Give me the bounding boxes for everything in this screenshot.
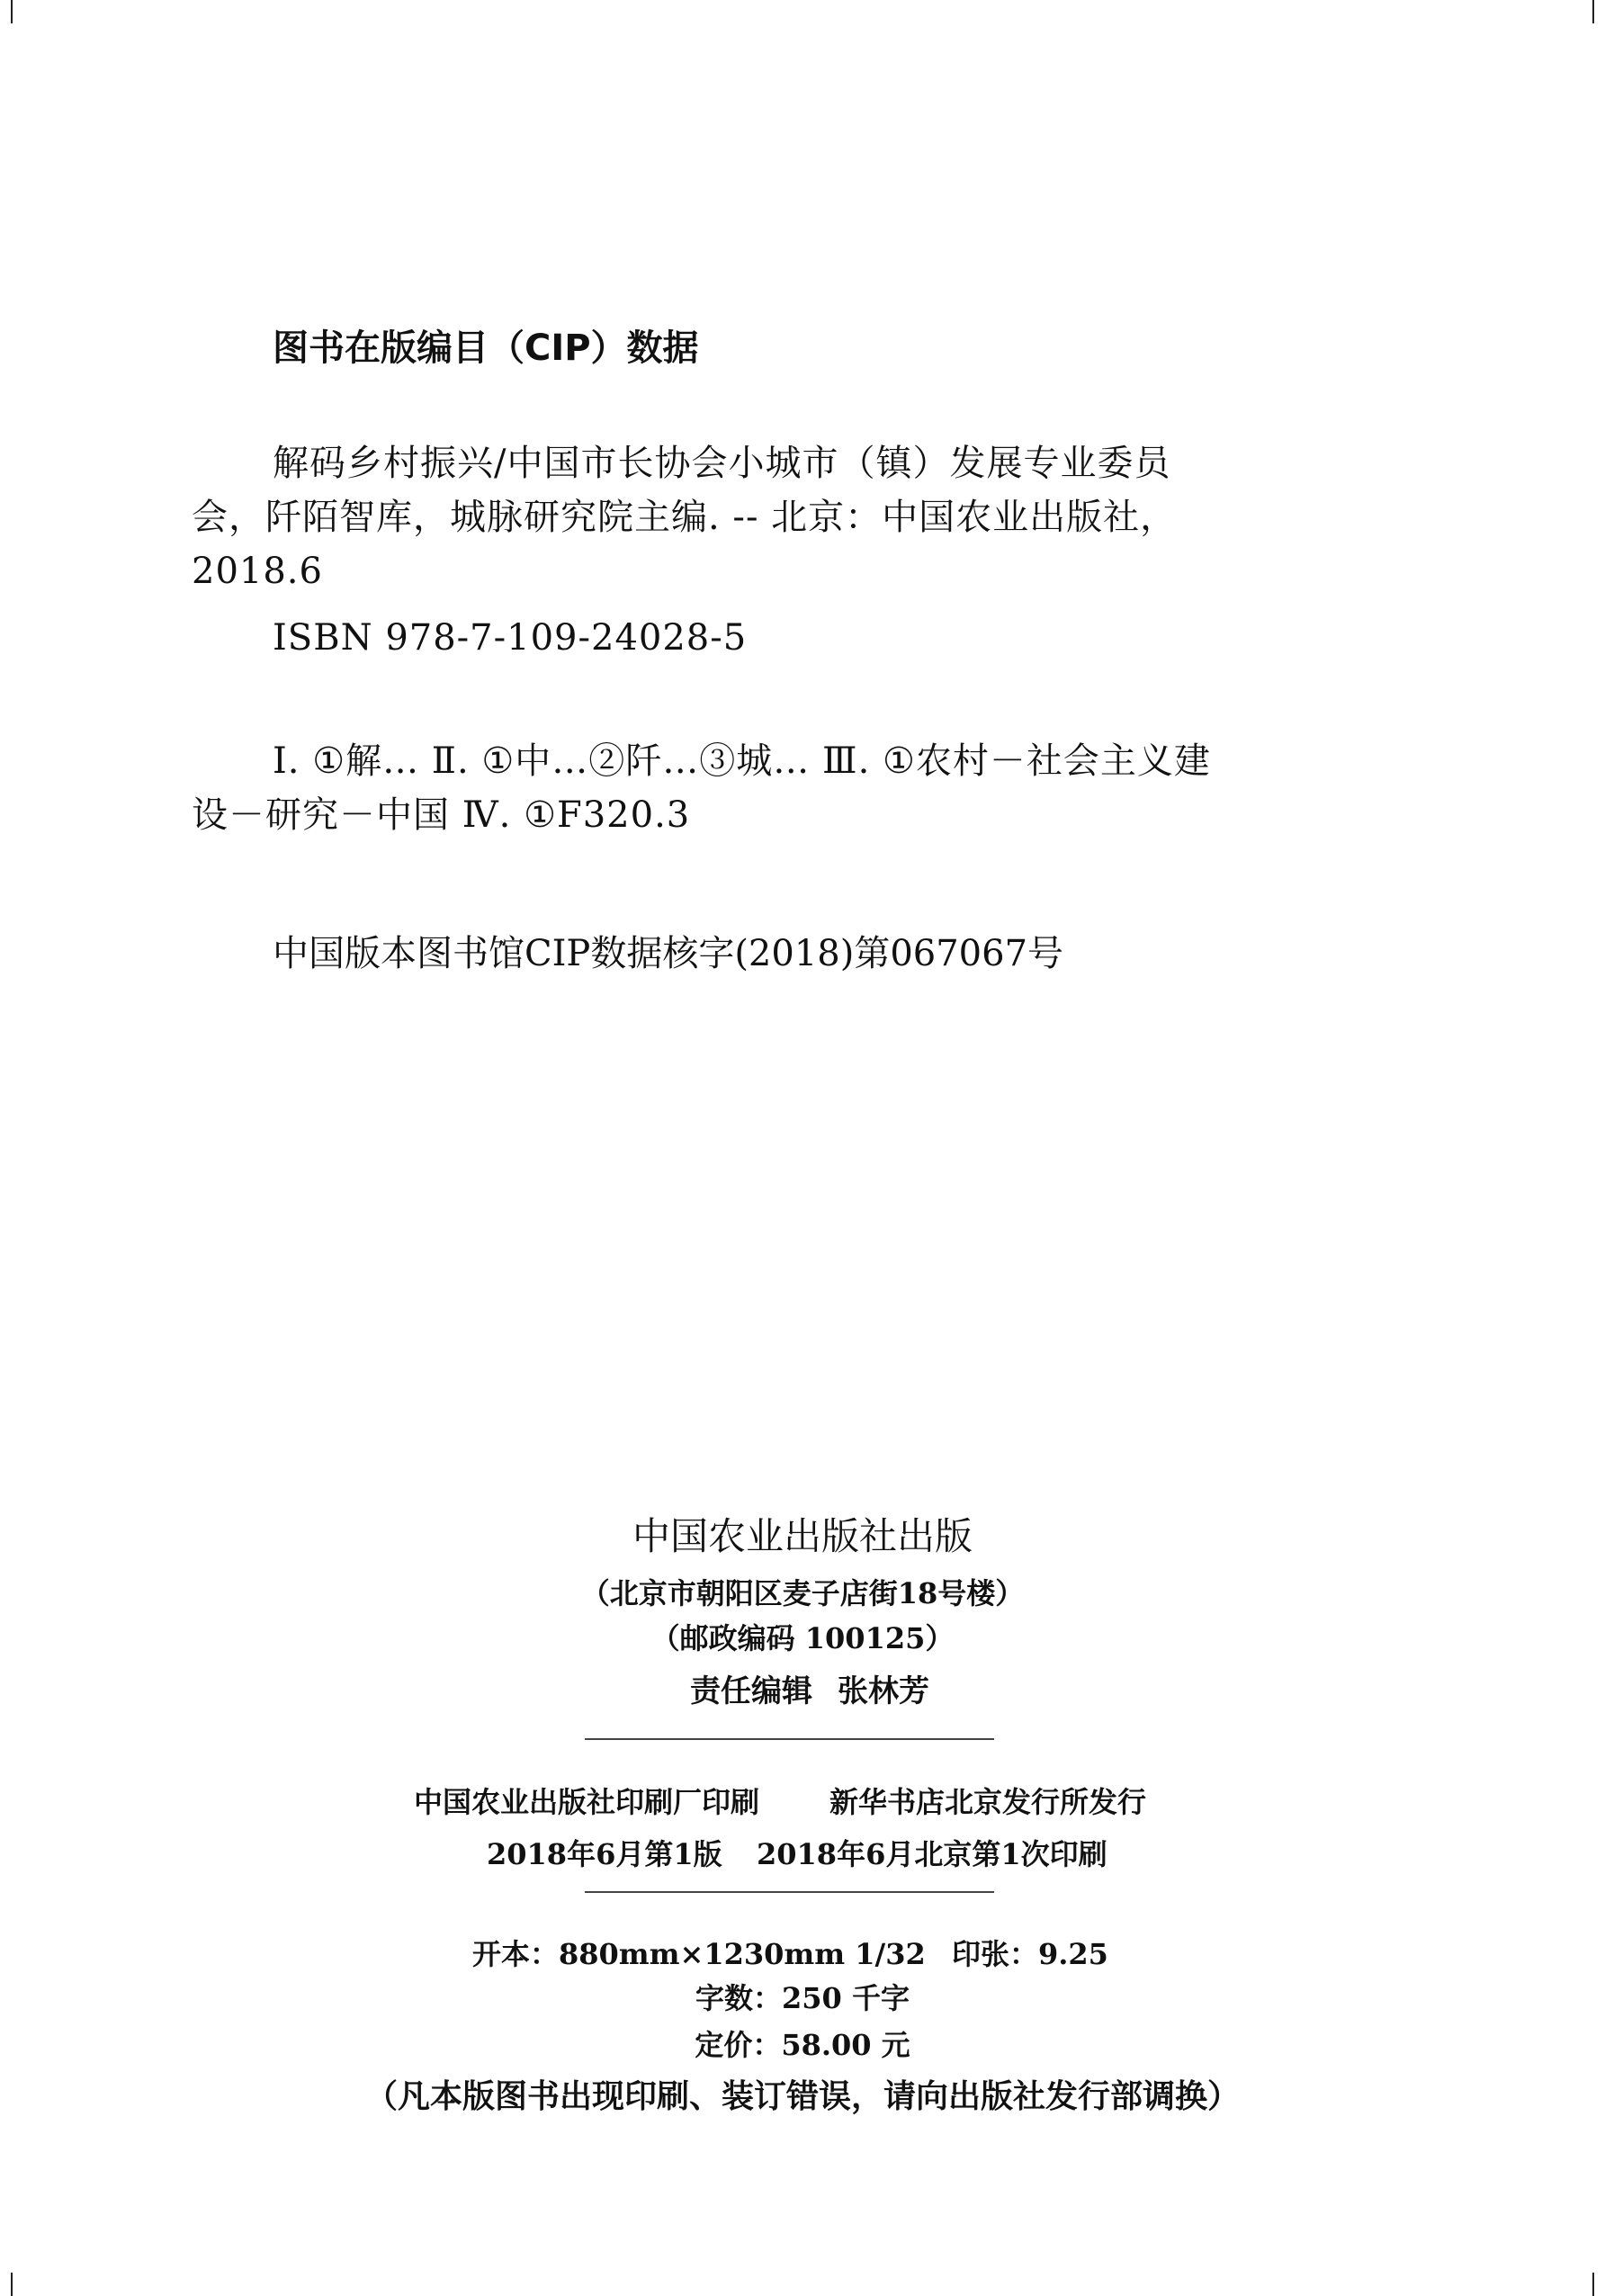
- postcode: （邮政编码 100125）: [650, 1621, 955, 1655]
- cip-description: 解码乡村振兴/中国市长协会小城市（镇）发展专业委员会，阡陌智库，城脉研究院主编. -- 北京：中国农业出版社，2018.6: [192, 443, 1178, 592]
- crop-mark-bottom-right: [1592, 2273, 1594, 2296]
- edition: 2018年6月第1版: [487, 1837, 722, 1871]
- classification: Ⅰ. ①解… Ⅱ. ①中…②阡…③城… Ⅲ. ①农村－社会主义建设－研究－中国 Ⅳ. ①F320.3: [192, 740, 1211, 836]
- distributor: 新华书店北京发行所发行: [829, 1785, 1147, 1819]
- crop-mark-bottom-left: [11, 2273, 13, 2296]
- price: 定价：58.00 元: [695, 2028, 910, 2062]
- divider-top: [585, 1738, 994, 1740]
- book-format: 开本：880mm×1230mm 1/32: [472, 1937, 926, 1971]
- publisher: 中国农业出版社出版: [632, 1514, 973, 1558]
- editor-name: 张林芳: [838, 1673, 929, 1709]
- publisher-address: （北京市朝阳区麦子店街18号楼）: [580, 1576, 1025, 1610]
- printing: 2018年6月北京第1次印刷: [757, 1837, 1107, 1871]
- divider-bottom: [585, 1891, 994, 1893]
- cip-data-number: 中国版本图书馆CIP数据核字(2018)第067067号: [273, 933, 1064, 974]
- editor-label: 责任编辑: [690, 1673, 812, 1709]
- defect-notice: （凡本版图书出现印刷、装订错误，请向出版社发行部调换）: [364, 2077, 1240, 2115]
- printed-sheets: 印张：9.25: [952, 1937, 1108, 1971]
- printer: 中国农业出版社印刷厂印刷: [414, 1785, 760, 1819]
- crop-mark-top-right: [1592, 0, 1594, 23]
- word-count: 字数：250 千字: [695, 1981, 910, 2015]
- cip-heading: 图书在版编目（CIP）数据: [273, 327, 699, 369]
- responsible-editor: [7, 1666, 1605, 1710]
- crop-mark-top-left: [11, 0, 13, 23]
- isbn: ISBN 978-7-109-24028-5: [273, 617, 748, 659]
